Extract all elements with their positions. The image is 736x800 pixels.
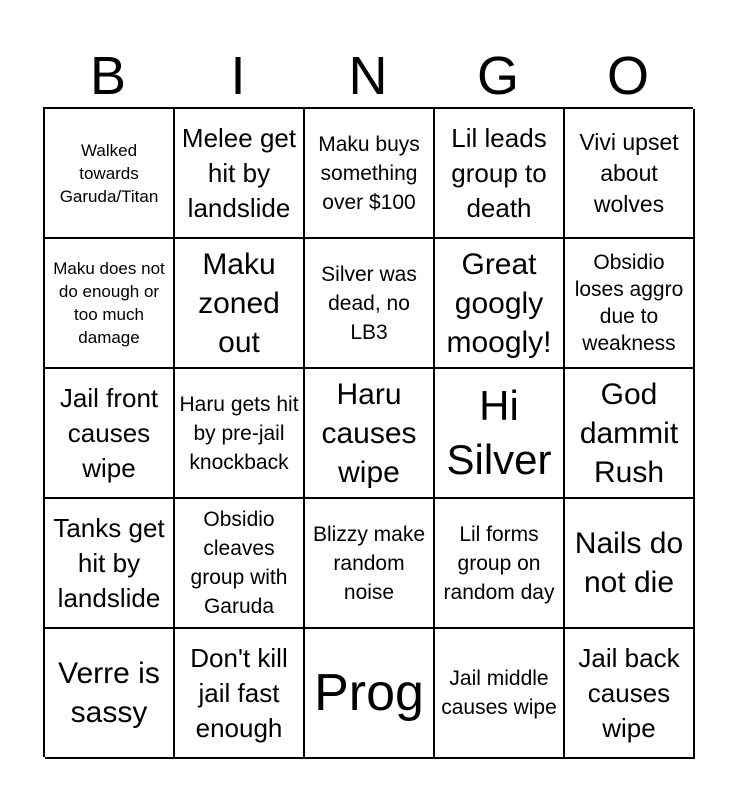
cell-text: Haru causes wipe <box>321 377 417 489</box>
bingo-cell[interactable] <box>175 109 305 239</box>
bingo-cell[interactable] <box>435 239 565 369</box>
bingo-cell[interactable] <box>305 239 435 369</box>
bingo-cell[interactable] <box>45 499 175 629</box>
bingo-cell[interactable] <box>305 629 435 759</box>
cell-text: Silver was dead, no LB3 <box>321 262 417 344</box>
cell-text: Maku zoned out <box>198 247 280 359</box>
cell-text: Maku does not do enough or too much damage <box>53 259 165 347</box>
bingo-cell[interactable] <box>435 109 565 239</box>
bingo-cell[interactable] <box>305 499 435 629</box>
bingo-header <box>43 44 693 108</box>
bingo-cell[interactable] <box>45 369 175 499</box>
cell-text: Maku buys something over $100 <box>318 132 420 214</box>
bingo-cell[interactable] <box>435 369 565 499</box>
header-letter-b: B <box>89 46 127 106</box>
header-letter-n: N <box>348 46 388 106</box>
header-letter-i: I <box>230 46 246 106</box>
bingo-cell[interactable] <box>45 629 175 759</box>
cell-text: Obsidio loses aggro due to weakness <box>574 251 684 355</box>
bingo-cell[interactable] <box>435 629 565 759</box>
bingo-cell[interactable] <box>45 109 175 239</box>
cell-text: Prog <box>314 664 424 722</box>
bingo-cell[interactable] <box>305 109 435 239</box>
cell-text: Tanks get hit by landslide <box>53 512 165 613</box>
cell-text: Melee get hit by landslide <box>181 122 297 223</box>
bingo-cell[interactable] <box>565 239 695 369</box>
bingo-cell[interactable] <box>565 629 695 759</box>
cell-text: Jail middle causes wipe <box>441 667 557 719</box>
cell-text: Lil leads group to death <box>451 122 547 223</box>
cell-text: Lil forms group on random day <box>443 522 555 604</box>
bingo-cell[interactable] <box>175 499 305 629</box>
cell-text: Hi Silver <box>446 382 552 483</box>
cell-text: Haru gets hit by pre-jail knockback <box>179 392 299 474</box>
cell-text: Great googly moogly! <box>446 247 552 359</box>
bingo-cell[interactable] <box>175 629 305 759</box>
cell-text: Obsidio cleaves group with Garuda <box>190 508 288 618</box>
bingo-card <box>43 107 693 757</box>
bingo-cell[interactable] <box>565 109 695 239</box>
cell-text: Nails do not die <box>574 527 684 599</box>
cell-text: God dammit Rush <box>579 377 679 489</box>
cell-text: Verre is sassy <box>58 657 160 729</box>
cell-text: Blizzy make random noise <box>312 522 426 604</box>
bingo-cell[interactable] <box>175 369 305 499</box>
cell-text: Vivi upset about wolves <box>579 128 679 217</box>
bingo-cell[interactable] <box>565 499 695 629</box>
cell-text: Walked towards Garuda/Titan <box>59 140 159 206</box>
bingo-cell[interactable] <box>435 499 565 629</box>
bingo-cell[interactable] <box>565 369 695 499</box>
bingo-cell[interactable] <box>175 239 305 369</box>
cell-text: Jail back causes wipe <box>578 642 680 743</box>
bingo-cell[interactable] <box>45 239 175 369</box>
cell-text: Jail front causes wipe <box>59 382 159 483</box>
bingo-cell[interactable] <box>305 369 435 499</box>
cell-text: Don't kill jail fast enough <box>190 642 288 743</box>
header-letter-g: G <box>476 46 519 106</box>
header-letter-o: O <box>606 46 649 106</box>
